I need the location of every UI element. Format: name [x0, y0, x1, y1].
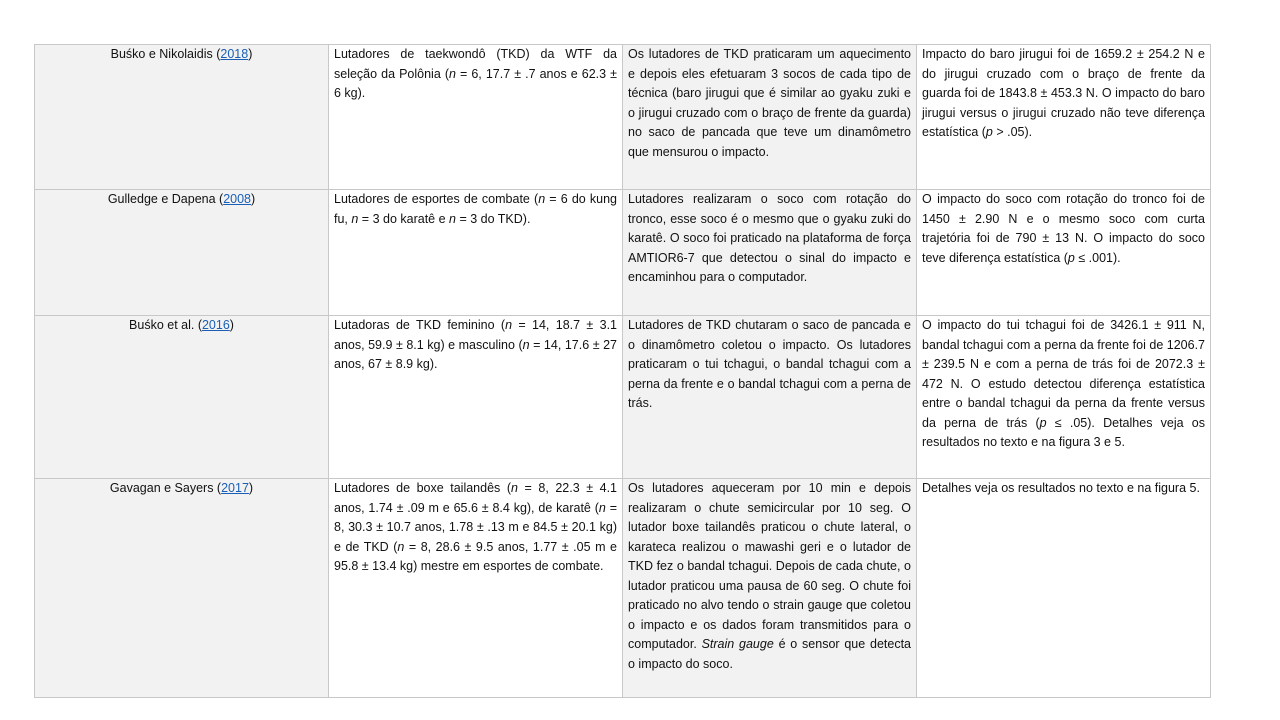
stat-symbol: n: [538, 192, 546, 206]
citation-link[interactable]: 2017: [221, 481, 249, 495]
participants-text: = 6 do kung fu,: [334, 192, 617, 226]
results-cell: [917, 45, 1211, 190]
participants-text: = 6, 17.7 ± .7 anos e 62.3 ± 6 kg).: [334, 66, 617, 100]
procedure-cell: [623, 45, 917, 190]
participants-text: Lutadores de boxe tailandês (: [334, 481, 512, 495]
author-name: Buśko et al. (: [129, 318, 202, 332]
participants-cell: [329, 316, 623, 479]
results-cell: [917, 190, 1211, 316]
author-paren: ): [248, 47, 253, 61]
procedure-text: Lutadores realizaram o soco com rotação do tronco, esse soco é o mesmo que o gyaku zuki do karatê. O soco foi praticado na plataforma de força AMTIOR6-7 que detectou o sinal do impacto e encaminhou para o computador.: [628, 192, 911, 284]
author-cell: [35, 190, 329, 316]
procedure-text: é o sensor que detecta o impacto do soco.: [628, 637, 911, 671]
stat-symbol: n: [511, 481, 518, 495]
participants-text: = 14, 17.6 ± 27 anos, 67 ± 8.9 kg).: [334, 337, 617, 371]
participants-text: = 8, 28.6 ± 9.5 anos, 1.77 ± .05 m e 95.8 ± 13.4 kg) mestre em esportes de combate.: [334, 539, 617, 573]
author-cell: [35, 479, 329, 698]
author-name: Buśko e Nikolaidis (: [110, 47, 221, 61]
stat-symbol: n: [449, 66, 456, 81]
stat-symbol: n: [598, 500, 606, 515]
citation-link[interactable]: 2008: [223, 192, 251, 206]
author-paren: ): [229, 318, 234, 332]
procedure-text: Os lutadores de TKD praticaram um aquecimento e depois eles efetuaram 3 socos de cada tipo de técnica (baro jirugui que é similar ao gyaku zuki e o jirugui cruzado com o braço de frente da guarda) no saco de pancada que teve um dinamômetro que mensurou o impacto.: [628, 47, 911, 159]
author-cell: [35, 316, 329, 479]
table-row: [35, 479, 1211, 698]
procedure-text: Lutadores de TKD chutaram o saco de pancada e o dinamômetro coletou o impacto. Os lutadores praticaram o tui tchagui, o bandal tchagui com a perna da frente e o bandal tchagui com a perna de trás.: [628, 318, 911, 410]
participants-text: = 3 do karatê e: [358, 211, 450, 226]
stat-symbol: n: [522, 337, 530, 352]
participants-text: Lutadores de taekwondô (TKD) da WTF da seleção da Polônia (: [334, 47, 617, 81]
table-row: [35, 190, 1211, 316]
results-text: Impacto do baro jirugui foi de 1659.2 ± 254.2 N e do jirugui cruzado com o braço de frente da guarda foi de 1843.8 ± 453.3 N. O impacto do baro jirugui versus o jirugui cruzado não teve diferença estatística (: [922, 47, 1205, 139]
stat-symbol: p: [1039, 415, 1047, 430]
table-row: [35, 316, 1211, 479]
results-cell: [917, 479, 1211, 698]
author-name: Gavagan e Sayers (: [109, 481, 222, 495]
results-text: O impacto do tui tchagui foi de 3426.1 ± 911 N, bandal tchagui com a perna da frente foi de 1206.7 ± 239.5 N e com a perna de trás foi de 2072.3 ± 472 N. O estudo detectou diferença estatística entre o bandal tchagui da perna da frente versus da perna de trás (: [922, 318, 1205, 430]
participants-text: Lutadores de esportes de combate (: [334, 192, 539, 206]
stat-symbol: n: [505, 318, 513, 332]
stat-symbol: n: [449, 211, 456, 226]
stat-symbol: n: [397, 539, 405, 554]
participants-cell: [329, 45, 623, 190]
term-italic: Strain gauge: [701, 637, 774, 651]
author-paren: ): [248, 481, 254, 495]
participants-text: Lutadoras de TKD feminino (: [334, 318, 506, 332]
procedure-text: Os lutadores aqueceram por 10 min e depois realizaram o chute semicircular por 10 seg. O lutador boxe tailandês praticou o chute lateral, o karateca realizou o mawashi geri e o lutador de TKD fez o bandal tchagui. Depois de cada chute, o lutador praticou uma pausa de 60 seg. O chute foi praticado no alvo tendo o strain gauge que coletou o impacto e os dados foram transmitidos para o computador.: [628, 481, 911, 651]
table-row: [35, 45, 1211, 190]
procedure-cell: [623, 479, 917, 698]
results-text: ≤ .001).: [1074, 250, 1121, 265]
stat-symbol: n: [351, 211, 359, 226]
participants-cell: [329, 190, 623, 316]
author-paren: ): [251, 192, 256, 206]
results-text: Detalhes veja os resultados no texto e na figura 5.: [922, 481, 1200, 495]
participants-text: = 8, 30.3 ± 10.7 anos, 1.78 ± .13 m e 84.5 ± 20.1 kg) e de TKD (: [334, 500, 617, 554]
procedure-cell: [623, 316, 917, 479]
participants-text: = 3 do TKD).: [455, 211, 531, 226]
results-cell: [917, 316, 1211, 479]
participants-cell: [329, 479, 623, 698]
results-text: O impacto do soco com rotação do tronco foi de 1450 ± 2.90 N e o mesmo soco com curta trajetória foi de 790 ± 13 N. O impacto do soco teve diferença estatística (: [922, 192, 1205, 265]
studies-table: [34, 44, 1211, 698]
citation-link[interactable]: 2016: [201, 318, 230, 332]
participants-text: = 8, 22.3 ± 4.1 anos, 1.74 ± .09 m e 65.6 ± 8.4 kg), de karatê (: [334, 481, 618, 515]
stat-symbol: p: [985, 125, 993, 139]
author-cell: [35, 45, 329, 190]
procedure-cell: [623, 190, 917, 316]
citation-link[interactable]: 2018: [220, 47, 249, 61]
results-text: > .05).: [992, 125, 1033, 139]
results-text: ≤ .05). Detalhes veja os resultados no texto e na figura 3 e 5.: [922, 415, 1205, 449]
stat-symbol: p: [1067, 250, 1075, 265]
participants-text: = 14, 18.7 ± 3.1 anos, 59.9 ± 8.1 kg) e masculino (: [334, 318, 618, 352]
author-name: Gulledge e Dapena (: [107, 192, 224, 206]
